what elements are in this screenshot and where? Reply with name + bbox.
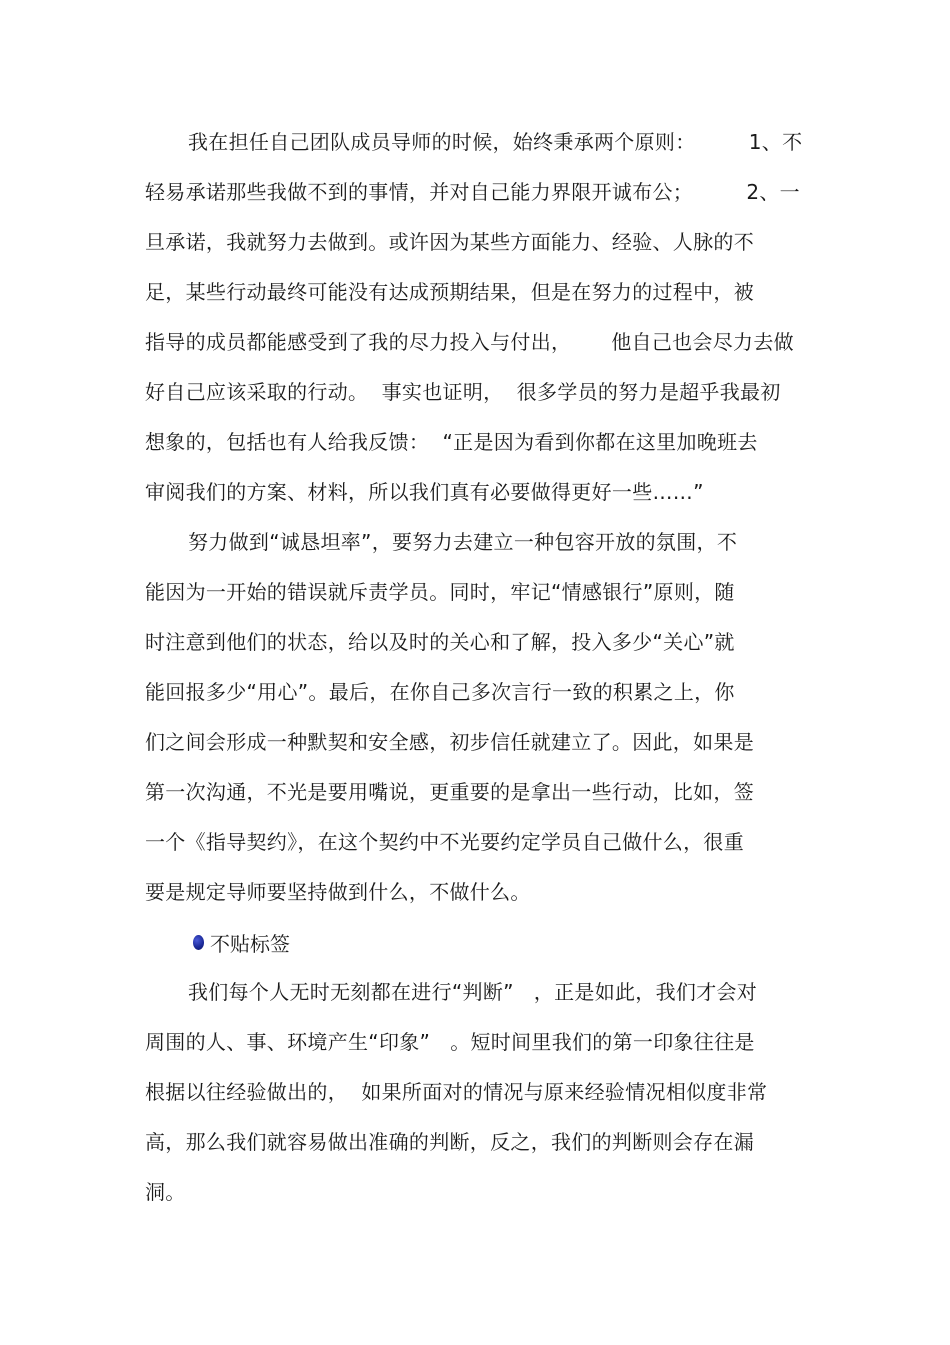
paragraph-1-line-5: 指导的成员都能感受到了我的尽力投入与付出， 他自己也会尽力去做	[145, 330, 794, 354]
paragraph-2-line-4: 能回报多少“用心”。最后，在你自己多次言行一致的积累之上，你	[145, 680, 735, 704]
paragraph-2-line-3: 时注意到他们的状态，给以及时的关心和了解，投入多少“关心”就	[145, 630, 735, 654]
paragraph-2-line-2: 能因为一开始的错误就斥责学员。同时，牢记“情感银行”原则，随	[145, 580, 735, 604]
paragraph-3-line-1: 我们每个人无时无刻都在进行“判断” ，正是如此，我们才会对	[188, 980, 758, 1004]
section-heading	[193, 929, 290, 955]
paragraph-2-line-7: 一个《指导契约》，在这个契约中不光要约定学员自己做什么，很重	[145, 830, 744, 854]
paragraph-1-line-2: 轻易承诺那些我做不到的事情，并对自己能力界限开诚布公； 2、一	[145, 180, 800, 204]
paragraph-2-line-8: 要是规定导师要坚持做到什么，不做什么。	[145, 880, 531, 904]
paragraph-2-line-6: 第一次沟通，不光是要用嘴说，更重要的是拿出一些行动，比如，签	[145, 780, 754, 804]
paragraph-3-line-4: 高，那么我们就容易做出准确的判断，反之，我们的判断则会存在漏	[145, 1130, 754, 1154]
section-heading-text: 不贴标签	[210, 931, 290, 956]
paragraph-1-line-3: 旦承诺，我就努力去做到。或许因为某些方面能力、经验、人脉的不	[145, 230, 754, 254]
paragraph-1-line-6: 好自己应该采取的行动。 事实也证明， 很多学员的努力是超乎我最初	[145, 380, 781, 404]
paragraph-3-line-3: 根据以往经验做出的， 如果所面对的情况与原来经验情况相似度非常	[145, 1080, 768, 1104]
paragraph-1-line-1: 我在担任自己团队成员导师的时候，始终秉承两个原则： 1、不	[188, 130, 803, 154]
paragraph-2-line-5: 们之间会形成一种默契和安全感，初步信任就建立了。因此，如果是	[145, 730, 754, 754]
paragraph-1-line-8: 审阅我们的方案、材料，所以我们真有必要做得更好一些……”	[145, 480, 704, 504]
bullet-icon	[193, 935, 204, 950]
paragraph-3-line-2: 周围的人、事、环境产生“印象” 。短时间里我们的第一印象往往是	[145, 1030, 755, 1054]
paragraph-1-line-4: 足，某些行动最终可能没有达成预期结果，但是在努力的过程中，被	[145, 280, 754, 304]
paragraph-3-line-5: 洞。	[145, 1180, 186, 1204]
paragraph-2-line-1: 努力做到“诚恳坦率”，要努力去建立一种包容开放的氛围，不	[188, 530, 738, 554]
paragraph-1-line-7: 想象的，包括也有人给我反馈： “正是因为看到你都在这里加晚班去	[145, 430, 758, 454]
